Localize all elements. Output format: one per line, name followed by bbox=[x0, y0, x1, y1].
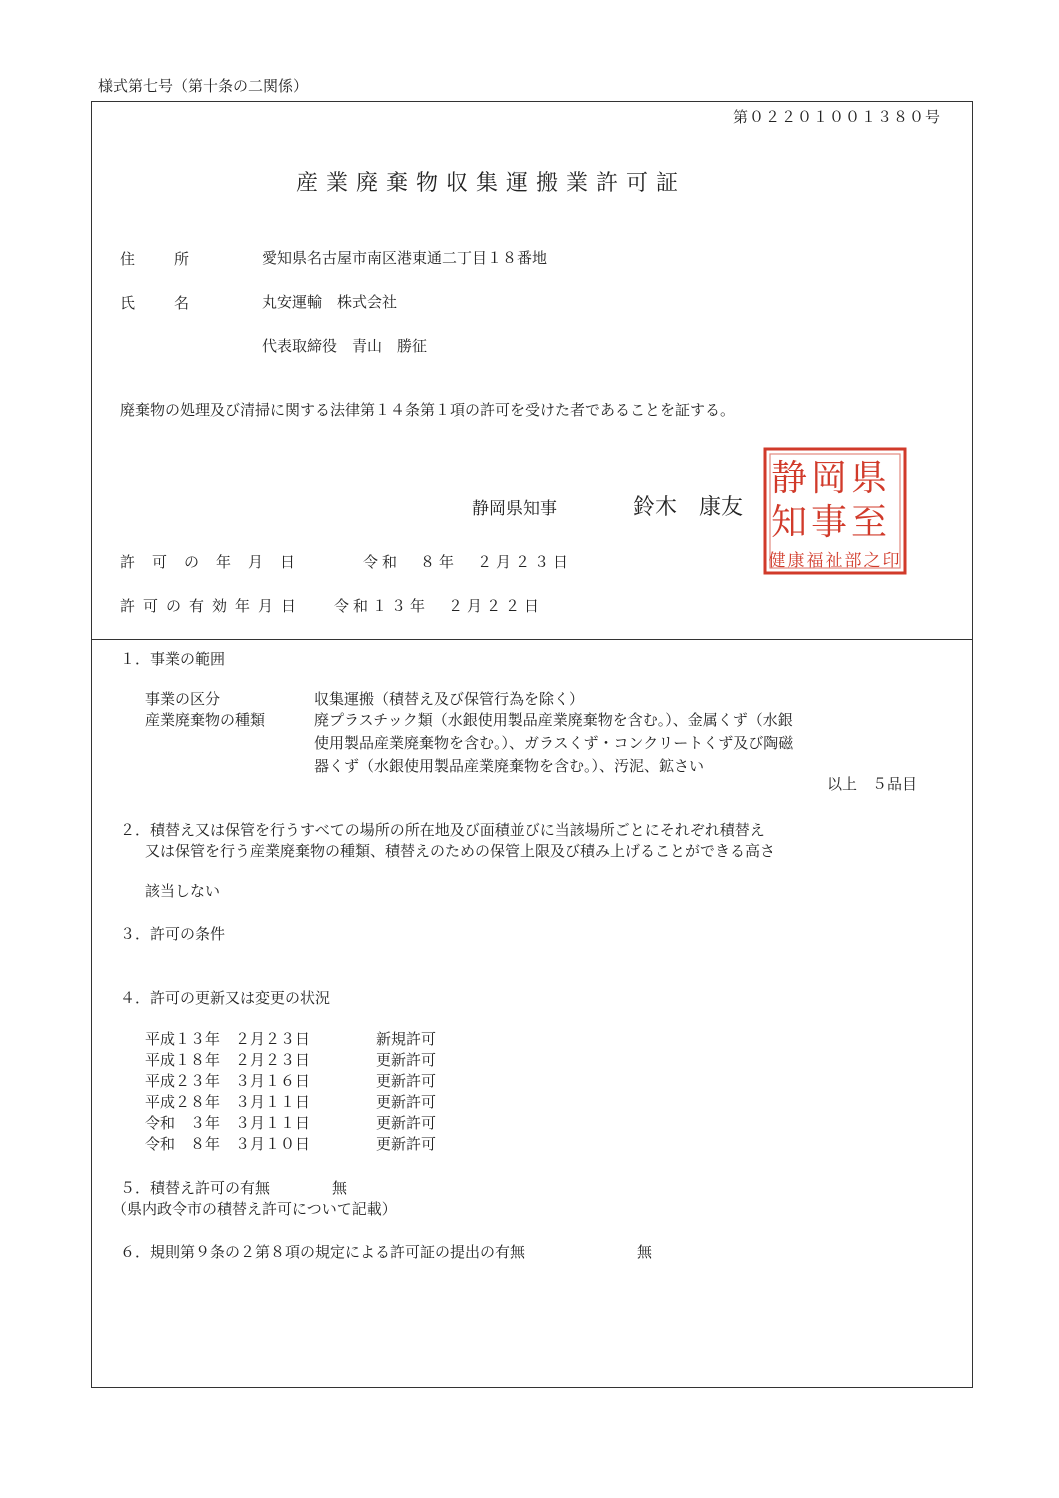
seal-char: 知 bbox=[770, 502, 808, 543]
business-category-label: 事業の区分 bbox=[145, 690, 221, 708]
expiry-date-label: 許可の有効年月日 bbox=[120, 597, 305, 615]
section2-heading-cont: 又は保管を行う産業廃棄物の種類、積替えのための保管上限及び積み上げることができる高さ bbox=[145, 842, 776, 860]
waste-types-line: 廃プラスチック類（水銀使用製品産業廃棄物を含む。）、金属くず（水銀 bbox=[314, 711, 793, 729]
issuer-name: 鈴木 康友 bbox=[633, 495, 744, 520]
section-divider bbox=[91, 639, 973, 640]
official-seal bbox=[762, 446, 908, 576]
history-date: 平成１８年 ２月２３日 bbox=[145, 1051, 311, 1069]
permit-number: 第０２２０１００１３８０号 bbox=[733, 108, 942, 126]
permit-date-label: 許可の年月日 bbox=[120, 553, 313, 571]
history-status: 更新許可 bbox=[376, 1051, 437, 1069]
history-status: 更新許可 bbox=[376, 1093, 437, 1111]
history-status: 更新許可 bbox=[376, 1114, 437, 1132]
history-date: 平成１３年 ２月２３日 bbox=[145, 1030, 311, 1048]
form-label: 様式第七号（第十条の二関係） bbox=[98, 77, 309, 95]
waste-types-total: 以上 ５品目 bbox=[827, 775, 918, 793]
section1-heading: １．事業の範囲 bbox=[120, 650, 226, 668]
history-status: 更新許可 bbox=[376, 1135, 437, 1153]
section5-note: （県内政令市の積替え許可について記載） bbox=[112, 1200, 397, 1218]
history-date: 平成２８年 ３月１１日 bbox=[145, 1093, 311, 1111]
seal-char: 静 bbox=[770, 458, 808, 499]
waste-types-line: 使用製品産業廃棄物を含む。）、ガラスくず・コンクリートくず及び陶磁 bbox=[314, 734, 794, 752]
seal-char: 岡 bbox=[810, 458, 848, 499]
section4-heading: ４．許可の更新又は変更の状況 bbox=[120, 989, 331, 1007]
history-date: 令和 ３年 ３月１１日 bbox=[145, 1114, 311, 1132]
history-status: 更新許可 bbox=[376, 1072, 437, 1090]
section6-heading: ６．規則第９条の２第８項の規定による許可証の提出の有無 bbox=[120, 1243, 526, 1261]
section2-value: 該当しない bbox=[145, 882, 221, 900]
address-value: 愛知県名古屋市南区港東通二丁目１８番地 bbox=[262, 249, 548, 267]
section3-heading: ３．許可の条件 bbox=[120, 925, 226, 943]
seal-bottom-text: 健康福祉部之印 bbox=[768, 551, 902, 571]
section6-value: 無 bbox=[637, 1243, 653, 1261]
section2-heading: ２．積替え又は保管を行うすべての場所の所在地及び面積並びに当該場所ごとにそれぞれ積替え bbox=[120, 821, 765, 839]
address-label: 住 所 bbox=[120, 250, 202, 268]
history-date: 平成２３年 ３月１６日 bbox=[145, 1072, 311, 1090]
representative-name: 代表取締役 青山 勝征 bbox=[262, 337, 428, 355]
name-label: 氏 名 bbox=[120, 294, 202, 312]
seal-char: 至 bbox=[850, 502, 888, 543]
permit-date-value: 令和 ８年 ２月２３日 bbox=[363, 553, 573, 571]
seal-char: 事 bbox=[810, 502, 848, 543]
history-status: 新規許可 bbox=[376, 1030, 437, 1048]
waste-types-line: 器くず（水銀使用製品産業廃棄物を含む。）、汚泥、鉱さい bbox=[314, 757, 705, 775]
section5-heading: ５．積替え許可の有無 bbox=[120, 1179, 271, 1197]
history-date: 令和 ８年 ３月１０日 bbox=[145, 1135, 311, 1153]
issuer-title: 静岡県知事 bbox=[472, 499, 557, 519]
certification-statement: 廃棄物の処理及び清掃に関する法律第１４条第１項の許可を受けた者であることを証する。 bbox=[120, 401, 736, 419]
page-title: 産業廃棄物収集運搬業許可証 bbox=[296, 171, 687, 196]
expiry-date-value: 令和１３年 ２月２２日 bbox=[334, 597, 544, 615]
company-name: 丸安運輸 株式会社 bbox=[262, 293, 398, 311]
business-category-value: 収集運搬（積替え及び保管行為を除く） bbox=[314, 690, 585, 708]
seal-char: 県 bbox=[850, 458, 888, 499]
waste-types-label: 産業廃棄物の種類 bbox=[145, 711, 266, 729]
section5-value: 無 bbox=[332, 1179, 348, 1197]
